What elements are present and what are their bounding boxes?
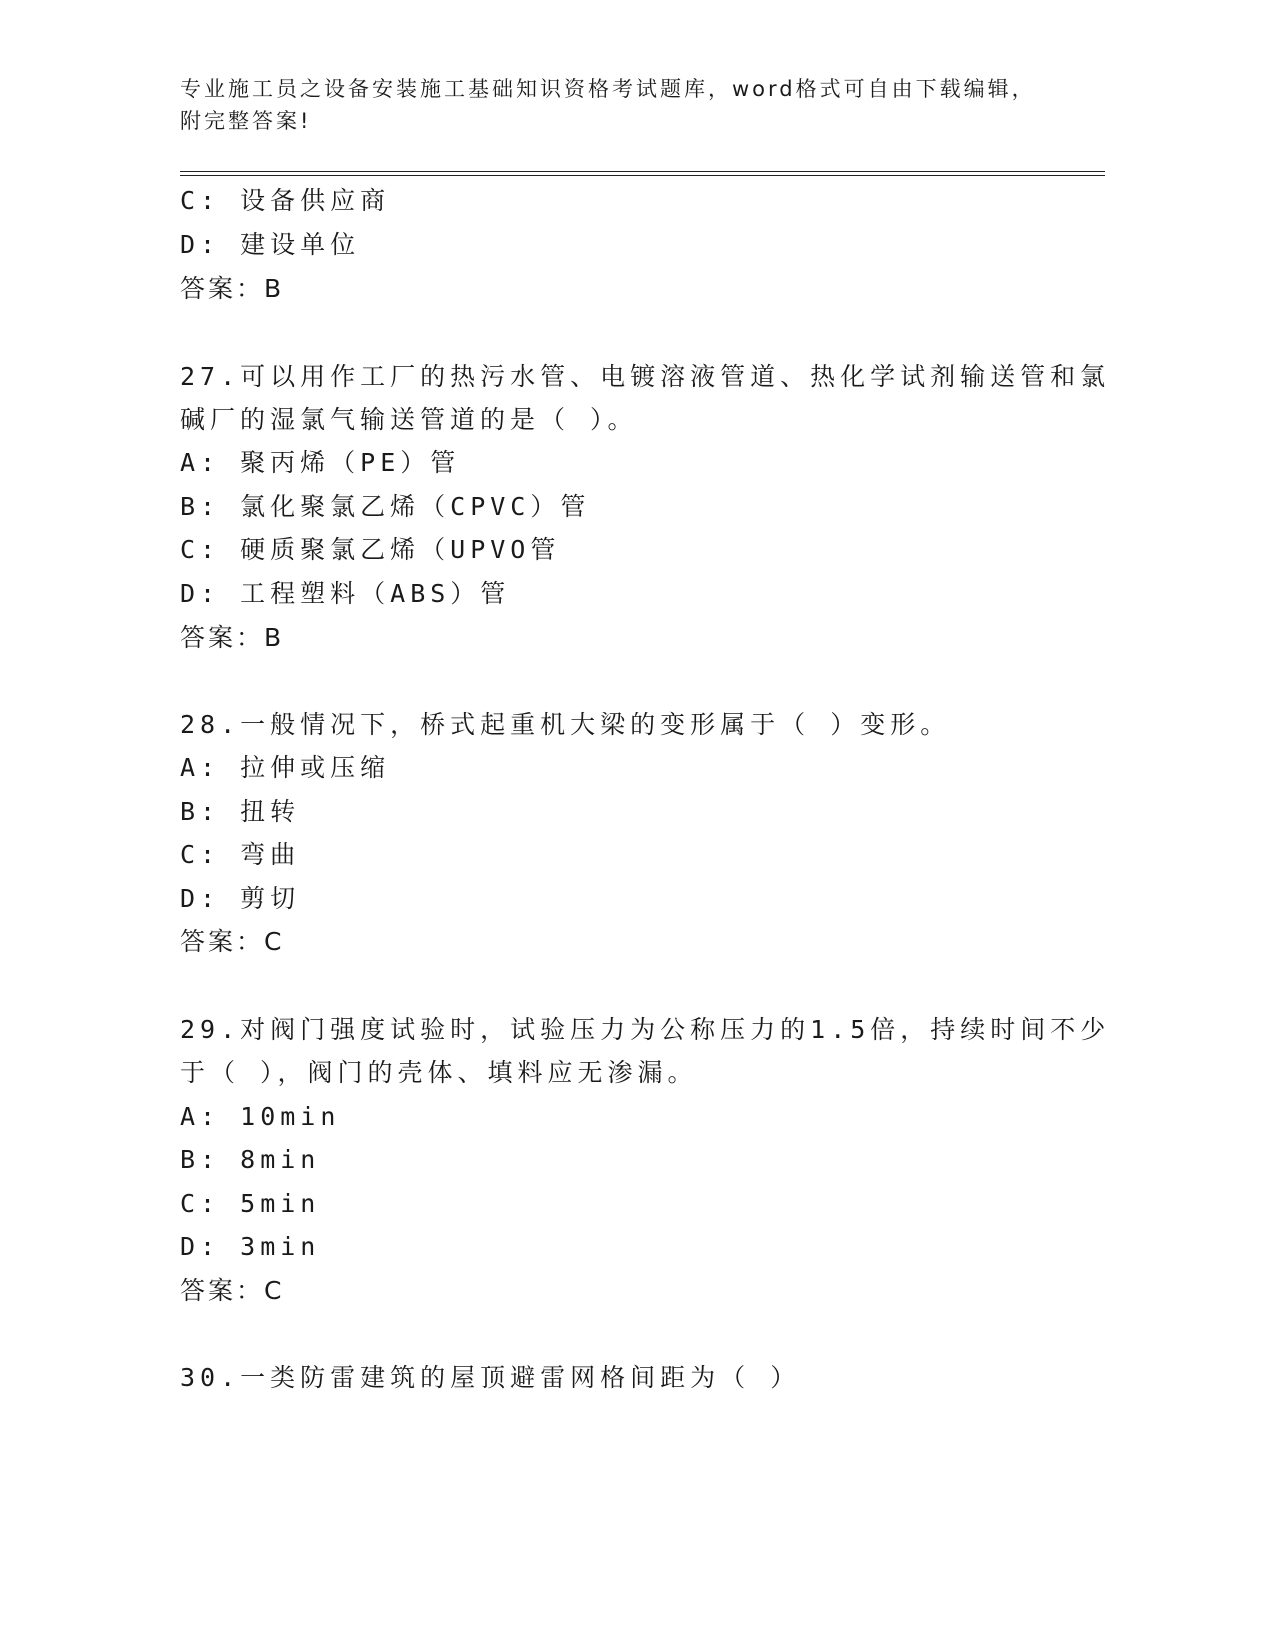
question-28-answer: 答案：C — [180, 927, 285, 956]
question-28-option-c: C: 弯曲 — [180, 840, 301, 869]
question-29-option-b: B: 8min — [180, 1145, 321, 1174]
question-27-option-d: D: 工程塑料（ABS）管 — [180, 579, 511, 608]
question-29-stem-line-2: 于（ ），阀门的壳体、填料应无渗漏。 — [180, 1058, 698, 1087]
header-divider-top — [180, 171, 1105, 172]
question-28-stem: 28.一般情况下，桥式起重机大梁的变形属于（ ）变形。 — [180, 710, 951, 739]
header-divider-bottom — [180, 175, 1105, 176]
question-29-option-d: D: 3min — [180, 1232, 321, 1261]
question-27-option-b: B: 氯化聚氯乙烯（CPVC）管 — [180, 492, 591, 521]
option-d: D: 建设单位 — [180, 230, 361, 259]
question-29-option-c: C: 5min — [180, 1189, 321, 1218]
question-27-option-c: C: 硬质聚氯乙烯（UPVO管 — [180, 535, 561, 564]
question-27-stem-line-1: 27.可以用作工厂的热污水管、电镀溶液管道、热化学试剂输送管和氯 — [180, 362, 1111, 391]
question-30-stem: 30.一类防雷建筑的屋顶避雷网格间距为（ ） — [180, 1363, 801, 1392]
header-line-1: 专业施工员之设备安装施工基础知识资格考试题库，word格式可自由下载编辑， — [180, 77, 1036, 101]
question-27-stem-line-2: 碱厂的湿氯气输送管道的是（ ）。 — [180, 405, 638, 434]
header-line-2: 附完整答案! — [180, 109, 312, 133]
question-27-answer: 答案：B — [180, 623, 285, 652]
answer-line: 答案：B — [180, 274, 285, 303]
question-29-stem-line-1: 29.对阀门强度试验时，试验压力为公称压力的1.5倍，持续时间不少 — [180, 1015, 1111, 1044]
option-c: C: 设备供应商 — [180, 186, 391, 215]
question-28-option-d: D: 剪切 — [180, 884, 301, 913]
question-28-option-a: A: 拉伸或压缩 — [180, 753, 391, 782]
document-header — [180, 73, 1040, 137]
question-29-answer: 答案：C — [180, 1276, 285, 1305]
question-28-option-b: B: 扭转 — [180, 797, 301, 826]
question-29-option-a: A: 10min — [180, 1102, 341, 1131]
question-27-option-a: A: 聚丙烯（PE）管 — [180, 448, 461, 477]
